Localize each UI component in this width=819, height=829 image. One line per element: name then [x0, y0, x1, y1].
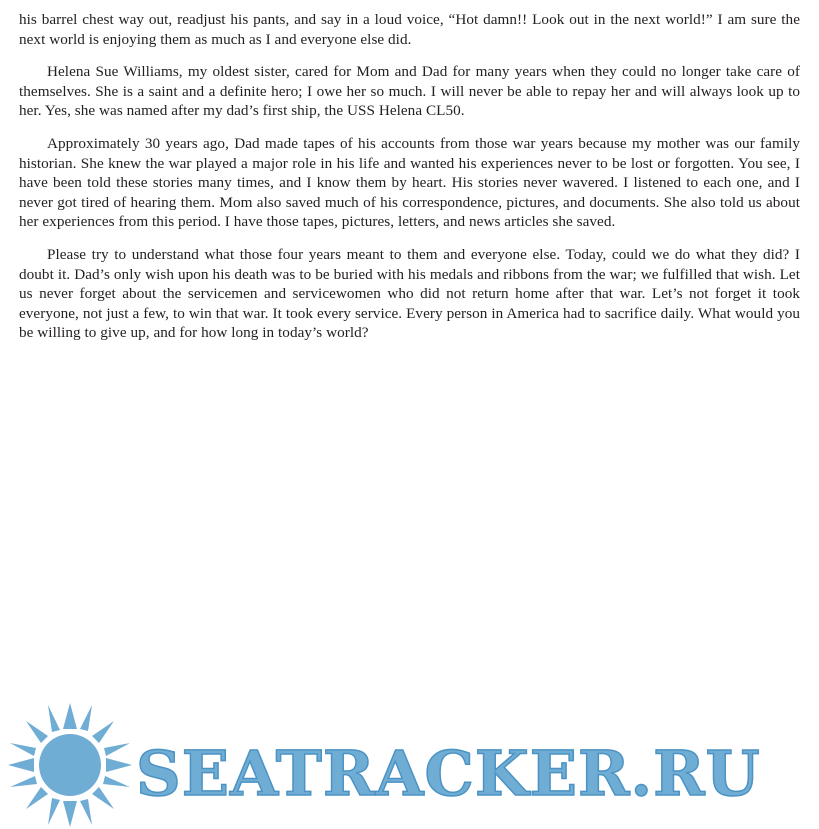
- watermark: [0, 689, 819, 829]
- paragraph: his barrel chest way out, readjust his pants, and say in a loud voice, “Hot damn!! Look out in the next world!” I am sure the next world is enjoying them as much as I and everyone else did.: [19, 11, 800, 48]
- paragraph: Please try to understand what those four years meant to them and everyone else. Today, could we do what they did? I doubt it. Dad’s only wish upon his death was to be buried with his medals and ribbons from the war; we fulfilled that wish. Let us never forget about the servicemen and servicewomen who did not return home after that war. Let’s not forget it took everyone, not just a few, to win that war. It took every service. Every person in America had to sacrifice daily. What would you be willing to give up, and for how long in today’s world?: [19, 245, 800, 342]
- paragraph: Helena Sue Williams, my oldest sister, cared for Mom and Dad for many years when they could no longer take care of themselves. She is a saint and a definite hero; I owe her so much. I will never be able to repay her and will always look up to her. Yes, she was named after my dad’s first ship, the USS Helena CL50.: [19, 63, 800, 120]
- sunburst-icon: [8, 703, 132, 827]
- paragraph: Approximately 30 years ago, Dad made tapes of his accounts from those war years because my mother was our family historian. She knew the war played a major role in his life and wanted his experiences never to be lost or forgotten. You see, I have been told these stories many times, and I know them by heart. His stories never wavered. I listened to each one, and I never got tired of hearing them. Mom also saved much of his correspondence, pictures, and documents. She also told us about her experiences from this period. I have those tapes, pictures, letters, and news articles she saved.: [19, 134, 800, 231]
- watermark-text: SEATRACKER.RU: [136, 737, 761, 810]
- document-text-body: [19, 10, 800, 356]
